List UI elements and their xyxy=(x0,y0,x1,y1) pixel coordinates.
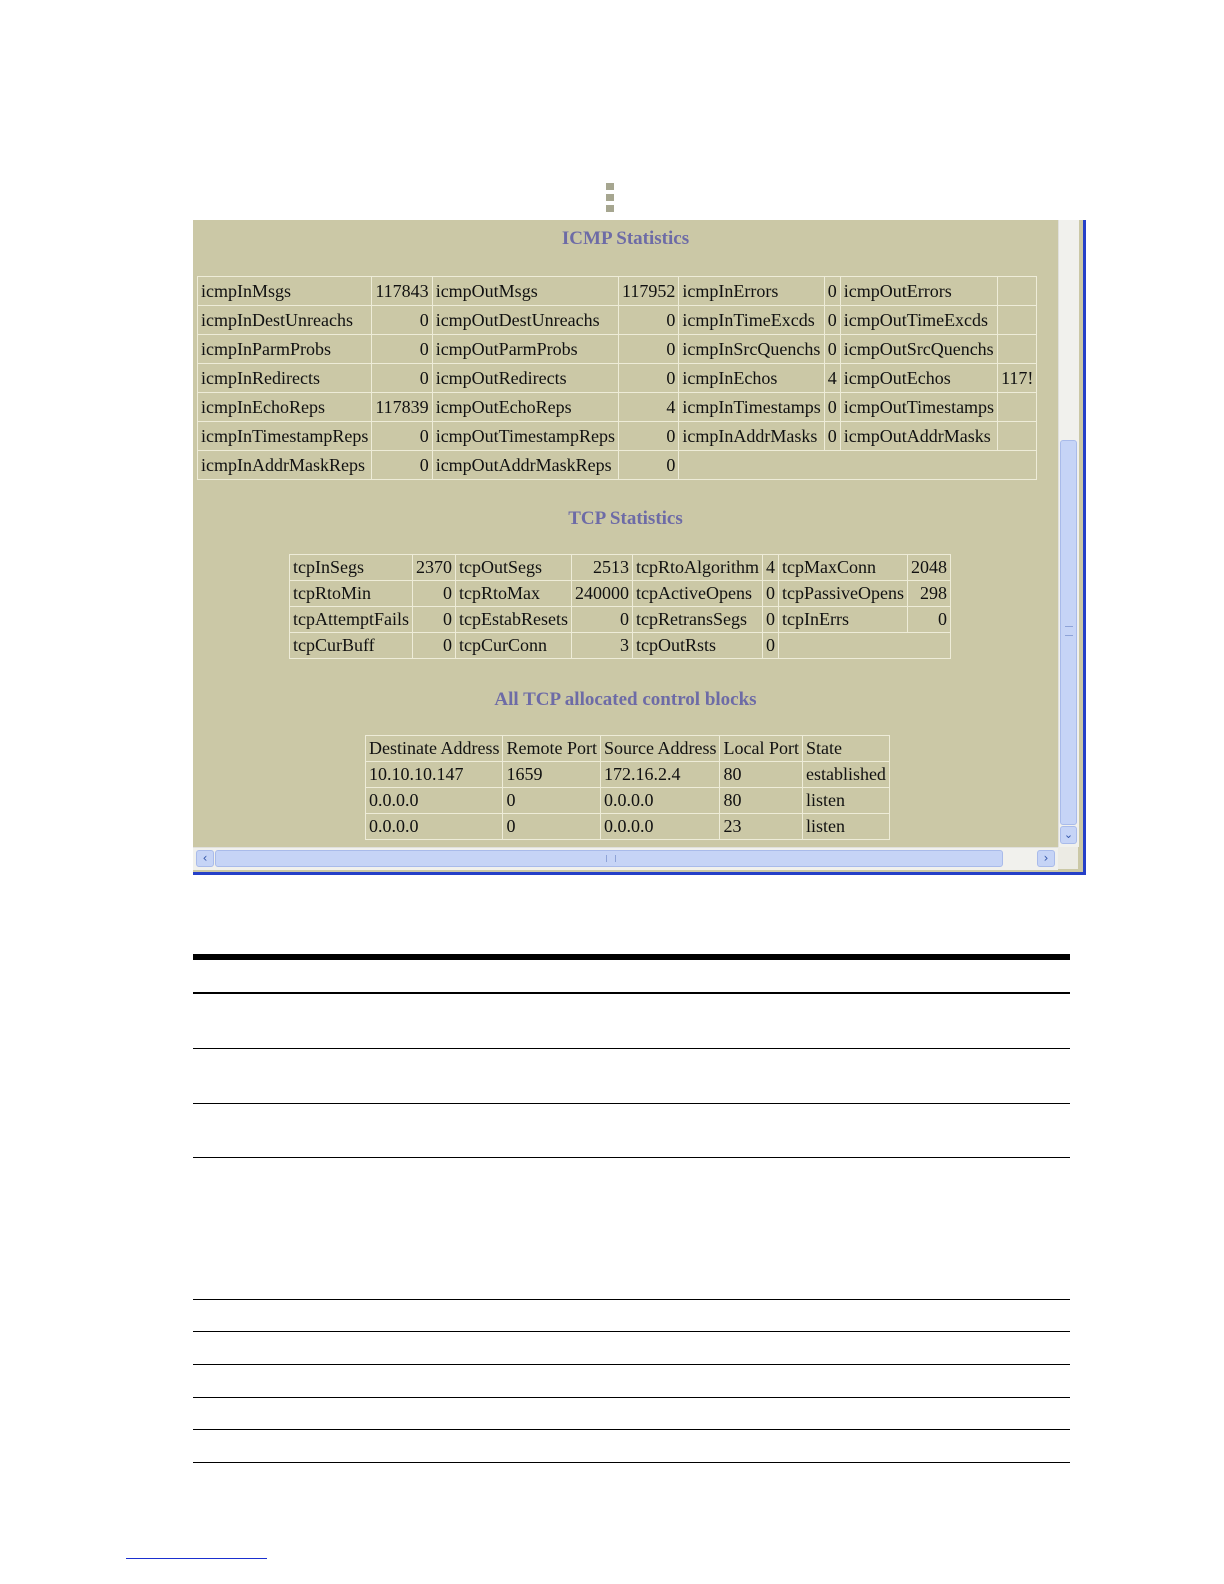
stat-value: 0 xyxy=(619,422,679,451)
stat-name: tcpInSegs xyxy=(290,555,413,581)
table-cell: established xyxy=(802,762,889,788)
stat-name: icmpOutAddrMasks xyxy=(840,422,997,451)
stat-value: 4 xyxy=(824,364,840,393)
icmp-row xyxy=(198,422,1037,451)
stat-name: tcpMaxConn xyxy=(778,555,907,581)
table-top-rule xyxy=(193,954,1070,960)
stat-name: icmpOutDestUnreachs xyxy=(432,306,618,335)
stat-name: icmpOutAddrMaskReps xyxy=(432,451,618,480)
stat-value: 0 xyxy=(824,393,840,422)
stat-value: 0 xyxy=(413,581,456,607)
stat-name: icmpInEchos xyxy=(679,364,824,393)
stat-value: 0 xyxy=(413,607,456,633)
stat-name: tcpRtoAlgorithm xyxy=(632,555,762,581)
stat-name: tcpCurConn xyxy=(456,633,572,659)
empty-cell xyxy=(778,633,950,659)
stat-value: 4 xyxy=(762,555,778,581)
stat-name: tcpRtoMin xyxy=(290,581,413,607)
tcp-row xyxy=(290,581,951,607)
scroll-right-button[interactable]: › xyxy=(1037,850,1055,867)
stat-name: icmpInRedirects xyxy=(198,364,372,393)
stat-value: 117952 xyxy=(619,277,679,306)
stat-value: 2513 xyxy=(571,555,632,581)
tcp-title: TCP Statistics xyxy=(568,508,683,529)
table-cell: 80 xyxy=(720,788,802,814)
tcp-row xyxy=(290,555,951,581)
table-row-rule xyxy=(193,1157,1070,1158)
tcp-blocks-table xyxy=(365,735,890,840)
stat-value: 0 xyxy=(413,633,456,659)
browser-frame xyxy=(193,220,1086,875)
horizontal-scrollbar[interactable] xyxy=(193,847,1058,870)
scroll-left-button[interactable]: ‹ xyxy=(196,850,214,867)
footnote-separator xyxy=(126,1558,267,1559)
icmp-row xyxy=(198,393,1037,422)
stat-value: 4 xyxy=(619,393,679,422)
table-cell: 0.0.0.0 xyxy=(600,788,719,814)
tcp-row xyxy=(290,633,951,659)
stat-name: tcpInErrs xyxy=(778,607,907,633)
icmp-title: ICMP Statistics xyxy=(561,228,690,249)
stat-name: icmpOutTimeExcds xyxy=(840,306,997,335)
stat-name: tcpOutRsts xyxy=(632,633,762,659)
stat-name: tcpCurBuff xyxy=(290,633,413,659)
table-header-rule xyxy=(193,992,1070,994)
column-header: Local Port xyxy=(720,736,802,762)
table-row-rule xyxy=(193,1429,1070,1430)
stat-name: tcpPassiveOpens xyxy=(778,581,907,607)
column-header: Destinate Address xyxy=(366,736,503,762)
stat-name: icmpOutEchoReps xyxy=(432,393,618,422)
table-cell: 0.0.0.0 xyxy=(366,814,503,840)
blocks-title: All TCP allocated control blocks xyxy=(494,689,757,710)
stat-value: 0 xyxy=(762,581,778,607)
icmp-row xyxy=(198,364,1037,393)
table-bottom-rule xyxy=(193,1462,1070,1463)
stat-value xyxy=(998,393,1037,422)
scrollbar-corner xyxy=(1058,847,1078,869)
stat-name: icmpOutParmProbs xyxy=(432,335,618,364)
stat-value: 0 xyxy=(619,335,679,364)
stat-value xyxy=(998,277,1037,306)
table-cell: 10.10.10.147 xyxy=(366,762,503,788)
tcp-stats-table xyxy=(289,554,951,659)
stat-value: 0 xyxy=(619,306,679,335)
stat-name: icmpInDestUnreachs xyxy=(198,306,372,335)
stat-value: 0 xyxy=(372,306,432,335)
stat-name: tcpRetransSegs xyxy=(632,607,762,633)
vertical-scrollbar[interactable] xyxy=(1058,220,1079,847)
table-row xyxy=(366,788,890,814)
table-cell: 80 xyxy=(720,762,802,788)
stat-name: tcpAttemptFails xyxy=(290,607,413,633)
stat-name: icmpInAddrMasks xyxy=(679,422,824,451)
stat-value: 0 xyxy=(762,633,778,659)
table-row-rule xyxy=(193,1331,1070,1332)
stat-value: 0 xyxy=(372,422,432,451)
stat-name: icmpOutEchos xyxy=(840,364,997,393)
stat-value xyxy=(998,422,1037,451)
table-row xyxy=(366,762,890,788)
table-cell: listen xyxy=(802,814,889,840)
icmp-stats-table xyxy=(197,276,1037,480)
stat-name: icmpInEchoReps xyxy=(198,393,372,422)
stat-value: 2370 xyxy=(413,555,456,581)
stat-name: tcpRtoMax xyxy=(456,581,572,607)
blocks-header-row xyxy=(366,736,890,762)
stat-name: icmpInTimestampReps xyxy=(198,422,372,451)
stat-name: tcpEstabResets xyxy=(456,607,572,633)
stat-value xyxy=(998,335,1037,364)
stat-name: icmpInAddrMaskReps xyxy=(198,451,372,480)
stat-value: 117843 xyxy=(372,277,432,306)
stat-name: icmpOutRedirects xyxy=(432,364,618,393)
stat-value: 2048 xyxy=(907,555,950,581)
stat-value: 0 xyxy=(372,451,432,480)
stat-name: icmpInParmProbs xyxy=(198,335,372,364)
table-row-rule xyxy=(193,1299,1070,1300)
table-cell: 1659 xyxy=(503,762,601,788)
icmp-row xyxy=(198,277,1037,306)
vertical-scroll-thumb[interactable] xyxy=(1060,440,1077,825)
stat-value: 3 xyxy=(571,633,632,659)
table-cell: 0 xyxy=(503,788,601,814)
stat-value: 117! xyxy=(998,364,1037,393)
stat-value xyxy=(998,306,1037,335)
stat-name: icmpOutSrcQuenchs xyxy=(840,335,997,364)
horizontal-scroll-thumb[interactable] xyxy=(215,850,1003,867)
icmp-row xyxy=(198,306,1037,335)
column-header: State xyxy=(802,736,889,762)
stat-value: 0 xyxy=(372,335,432,364)
icmp-row xyxy=(198,335,1037,364)
page-content xyxy=(193,220,1058,847)
stat-value: 240000 xyxy=(571,581,632,607)
stat-value: 0 xyxy=(762,607,778,633)
stat-name: tcpActiveOpens xyxy=(632,581,762,607)
stat-name: icmpInTimeExcds xyxy=(679,306,824,335)
stat-name: icmpOutTimestampReps xyxy=(432,422,618,451)
empty-cell xyxy=(679,451,1037,480)
table-row-rule xyxy=(193,1103,1070,1104)
table-cell: 23 xyxy=(720,814,802,840)
stat-name: icmpOutTimestamps xyxy=(840,393,997,422)
stat-name: icmpOutErrors xyxy=(840,277,997,306)
stat-value: 0 xyxy=(824,277,840,306)
stat-value: 0 xyxy=(619,451,679,480)
stat-value: 0 xyxy=(824,306,840,335)
stat-name: icmpInTimestamps xyxy=(679,393,824,422)
stat-value: 0 xyxy=(824,422,840,451)
stat-name: icmpInMsgs xyxy=(198,277,372,306)
table-cell: 0 xyxy=(503,814,601,840)
table-cell: 172.16.2.4 xyxy=(600,762,719,788)
vertical-ellipsis-icon xyxy=(606,183,616,216)
stat-value: 0 xyxy=(571,607,632,633)
column-header: Remote Port xyxy=(503,736,601,762)
stat-value: 0 xyxy=(907,607,950,633)
table-row-rule xyxy=(193,1397,1070,1398)
stat-value: 117839 xyxy=(372,393,432,422)
column-header: Source Address xyxy=(600,736,719,762)
table-row-rule xyxy=(193,1364,1070,1365)
table-row-rule xyxy=(193,1048,1070,1049)
stat-name: tcpOutSegs xyxy=(456,555,572,581)
stat-name: icmpInErrors xyxy=(679,277,824,306)
stat-value: 0 xyxy=(619,364,679,393)
stat-name: icmpInSrcQuenchs xyxy=(679,335,824,364)
stat-value: 0 xyxy=(372,364,432,393)
stat-value: 298 xyxy=(907,581,950,607)
tcp-row xyxy=(290,607,951,633)
table-cell: 0.0.0.0 xyxy=(366,788,503,814)
stat-value: 0 xyxy=(824,335,840,364)
stat-name: icmpOutMsgs xyxy=(432,277,618,306)
table-cell: 0.0.0.0 xyxy=(600,814,719,840)
table-row xyxy=(366,814,890,840)
scroll-down-button[interactable]: ⌄ xyxy=(1060,826,1077,844)
icmp-row xyxy=(198,451,1037,480)
table-cell: listen xyxy=(802,788,889,814)
